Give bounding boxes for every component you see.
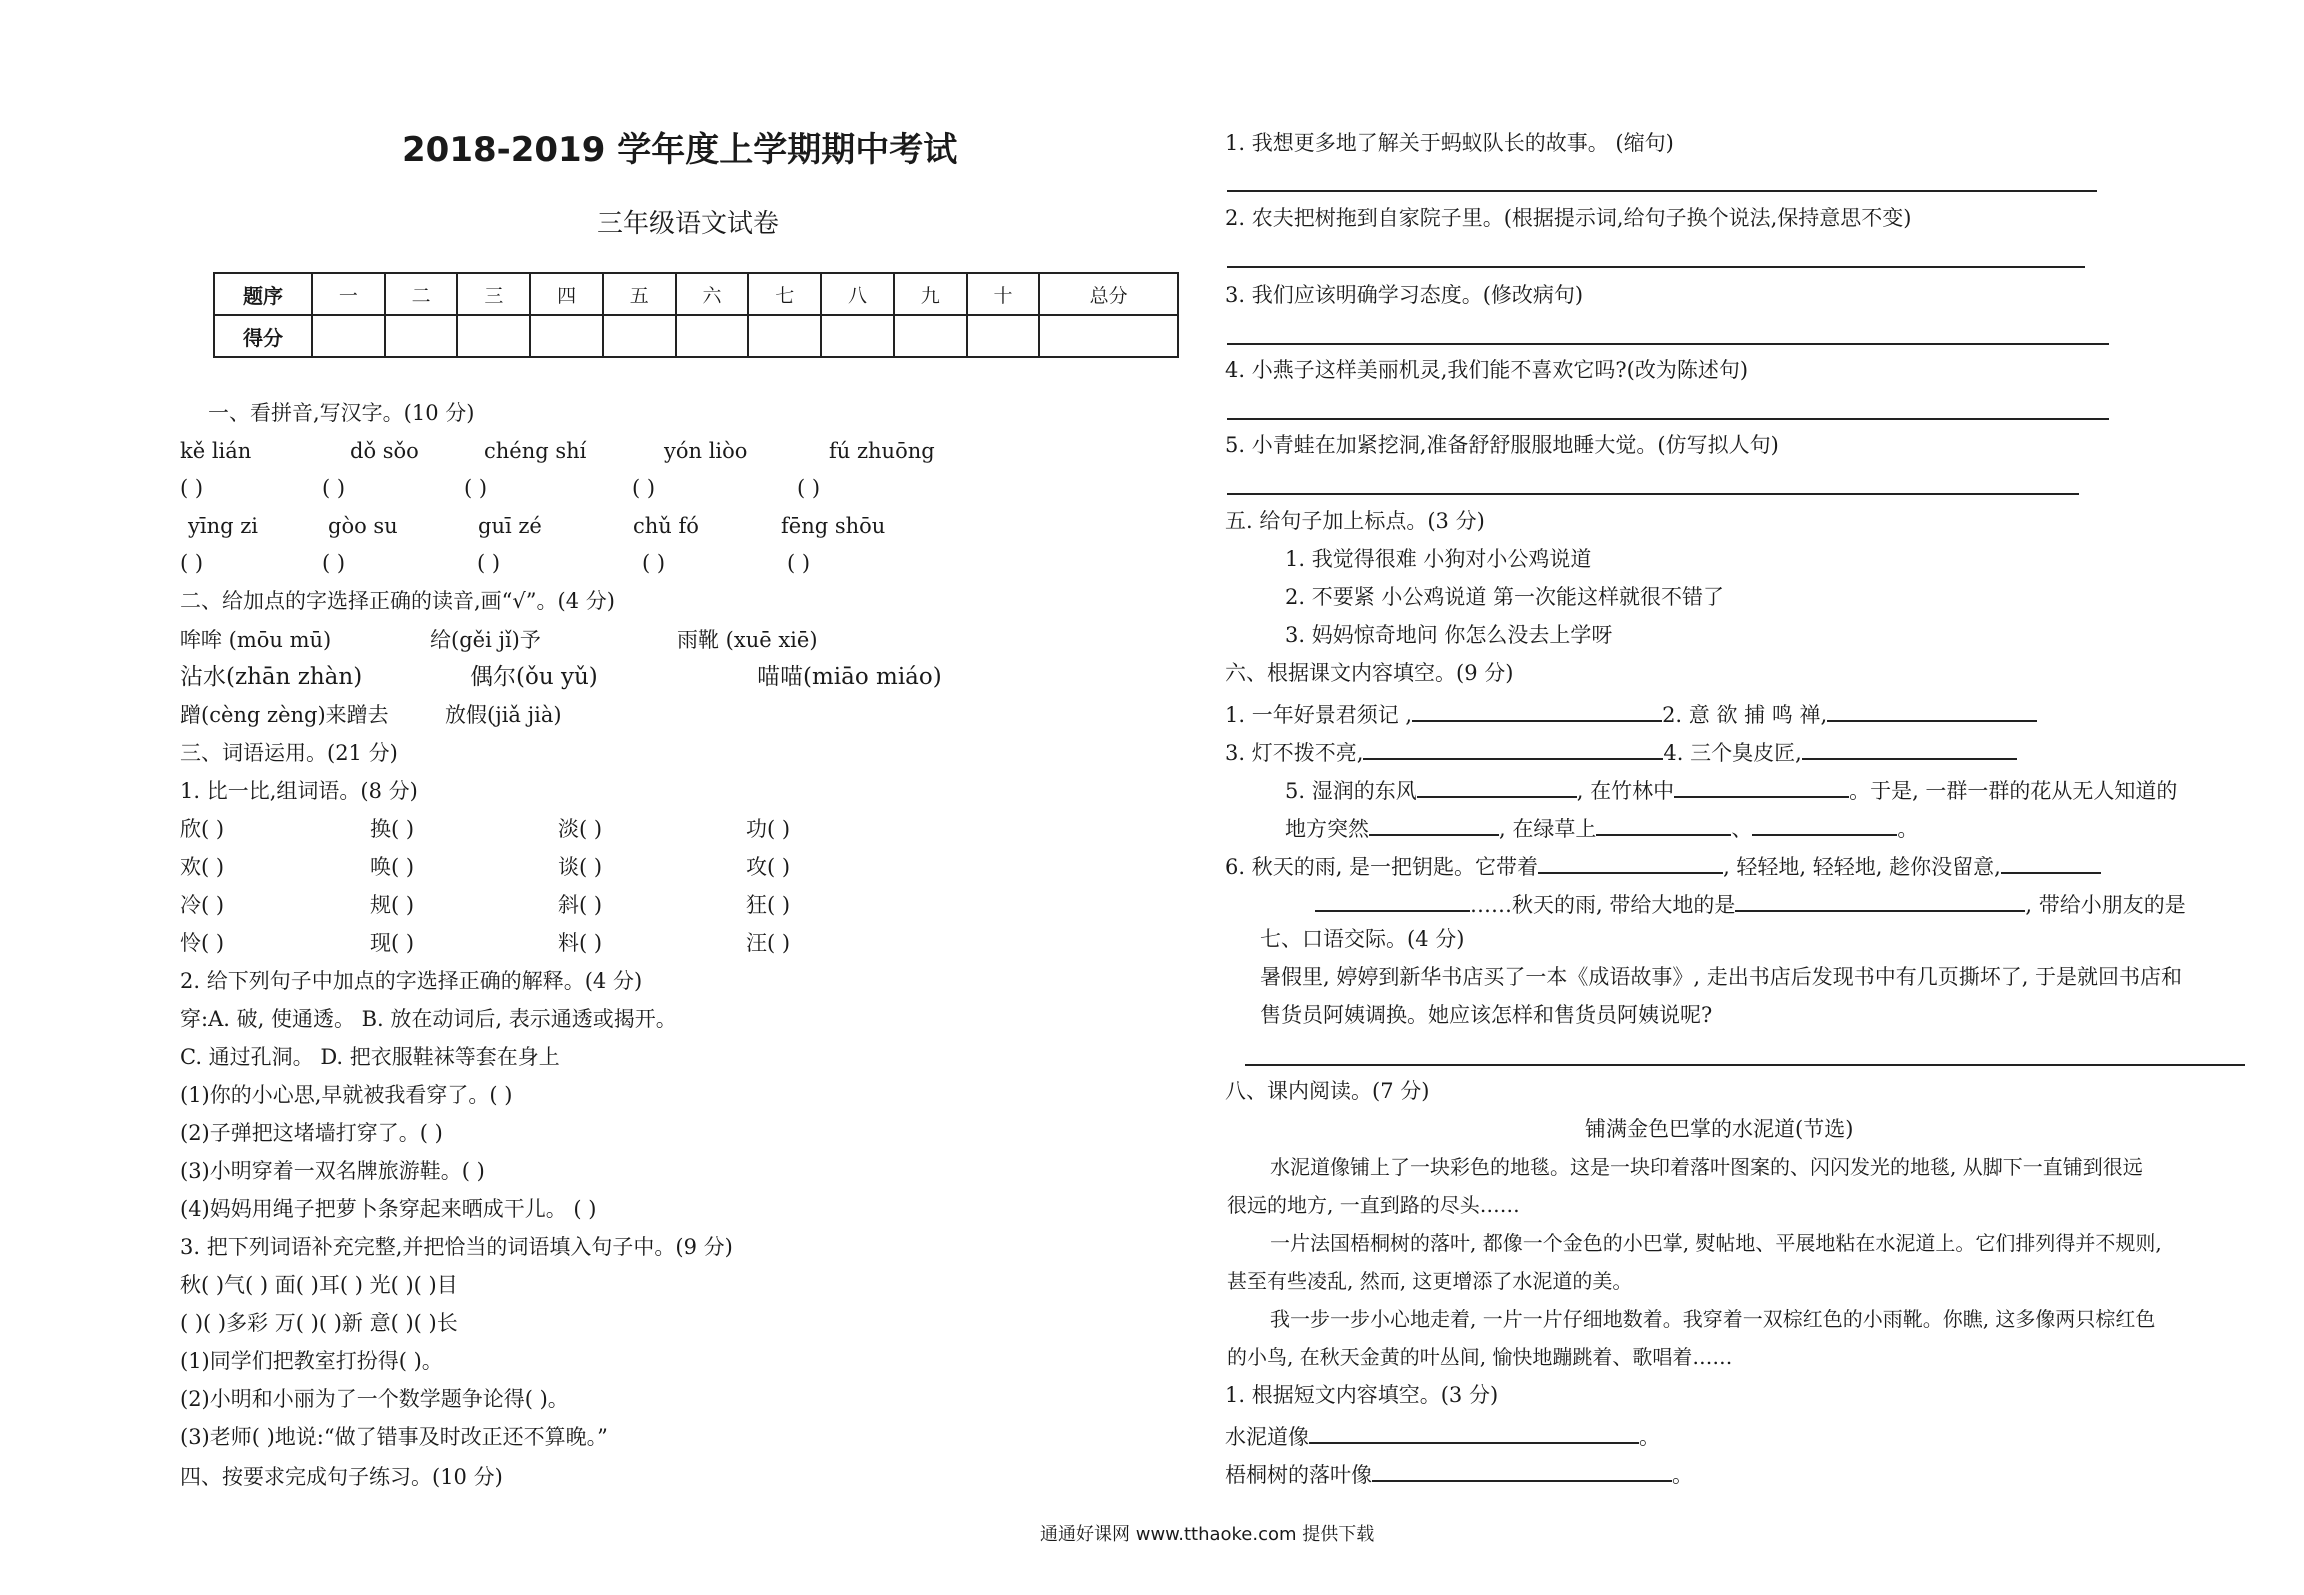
- sentence-task: 4. 小燕子这样美丽机灵,我们能不喜欢它吗?(改为陈述句): [1225, 358, 1749, 382]
- fill-blank[interactable]: [1802, 736, 2017, 760]
- passage-text: 水泥道像铺上了一块彩色的地毯。这是一块印着落叶图案的、闪闪发光的地毯, 从脚下一直铺到很远: [1270, 1155, 2143, 1179]
- score-col: 一: [312, 273, 385, 315]
- score-table: [213, 272, 1179, 358]
- page-subtitle: 三年级语文试卷: [597, 209, 780, 239]
- reading-choice[interactable]: 雨靴 (xuē xiē): [677, 628, 818, 652]
- punctuation-item[interactable]: 1. 我觉得很难 小狗对小公鸡说道: [1285, 547, 1592, 571]
- score-row-label: 得分: [214, 315, 312, 357]
- answer-blank[interactable]: ( ): [787, 551, 811, 575]
- q3-item[interactable]: (1)同学们把教室打扮得( )。: [180, 1349, 443, 1373]
- fill-text: 3. 灯不拨不亮,: [1225, 741, 1364, 765]
- answer-blank[interactable]: ( ): [322, 476, 346, 500]
- word-blank[interactable]: 冷( ): [180, 893, 225, 917]
- pinyin: chǔ fó: [633, 514, 699, 538]
- fill-text: 5. 湿润的东风: [1285, 779, 1417, 803]
- passage-text: 的小鸟, 在秋天金黄的叶丛间, 愉快地蹦跳着、歌唱着……: [1227, 1345, 1733, 1369]
- answer-blank[interactable]: ( ): [642, 551, 666, 575]
- reading-line-2: [180, 664, 942, 690]
- passage-text: 一片法国梧桐树的落叶, 都像一个金色的小巴掌, 熨帖地、平展地粘在水泥道上。它们排列得并不规则,: [1270, 1231, 2162, 1255]
- sentence-task: 2. 农夫把树拖到自家院子里。(根据提示词,给句子换个说法,保持意思不变): [1225, 206, 1912, 230]
- footer-credit: 通通好课网 www.tthaoke.com 提供下载: [1040, 1524, 1375, 1545]
- fill-text: 6. 秋天的雨, 是一把钥匙。它带着: [1225, 855, 1539, 879]
- section-7-text: 暑假里, 婷婷到新华书店买了一本《成语故事》, 走出书店后发现书中有几页撕坏了, 于是就回书店和: [1260, 965, 2183, 989]
- answer-blank[interactable]: ( ): [797, 476, 821, 500]
- word-blank[interactable]: 谈( ): [558, 855, 603, 879]
- score-cell[interactable]: [385, 315, 458, 357]
- reading-line-1: [180, 627, 818, 653]
- score-row-label: 题序: [214, 273, 312, 315]
- score-cell[interactable]: [457, 315, 530, 357]
- q2-item[interactable]: (1)你的小心思,早就被我看穿了。( ): [180, 1083, 513, 1107]
- answer-blank[interactable]: ( ): [180, 551, 204, 575]
- score-cell[interactable]: [967, 315, 1040, 357]
- pinyin: chéng shí: [484, 439, 587, 463]
- word-blank[interactable]: 斜( ): [558, 893, 603, 917]
- section-3-heading: 三、词语运用。(21 分): [180, 741, 398, 765]
- fill-text: , 带给小朋友的是: [2025, 893, 2186, 917]
- reading-choice[interactable]: 偶尔(ǒu yǔ): [470, 664, 598, 690]
- q2-options-1: 穿:A. 破, 使通透。 B. 放在动词后, 表示通透或揭开。: [180, 1007, 677, 1031]
- q2-item[interactable]: (3)小明穿着一双名牌旅游鞋。( ): [180, 1159, 485, 1183]
- fill-blank[interactable]: [2001, 850, 2101, 874]
- answer-line[interactable]: [1227, 493, 2079, 495]
- score-col: 六: [676, 273, 749, 315]
- score-col: 五: [603, 273, 676, 315]
- word-blank[interactable]: 攻( ): [746, 855, 791, 879]
- q2-item[interactable]: (4)妈妈用绳子把萝卜条穿起来晒成干儿。 ( ): [180, 1197, 597, 1221]
- score-cell[interactable]: [894, 315, 967, 357]
- section-1-heading: 一、看拼音,写汉字。(10 分): [208, 401, 475, 425]
- section-7-heading: 七、口语交际。(4 分): [1260, 927, 1465, 951]
- score-cell[interactable]: [603, 315, 676, 357]
- score-col: 七: [748, 273, 821, 315]
- word-blank[interactable]: 汪( ): [746, 931, 791, 955]
- answer-blank[interactable]: ( ): [322, 551, 346, 575]
- fill-line-1: [1225, 698, 2037, 728]
- fill-text: 。: [1639, 1425, 1660, 1449]
- reading-fill-2: [1225, 1458, 1693, 1488]
- reading-choice[interactable]: 放假(jiǎ jià): [445, 703, 562, 727]
- passage-text: 甚至有些凌乱, 然而, 这更增添了水泥道的美。: [1227, 1269, 1633, 1293]
- section-2-heading: 二、给加点的字选择正确的读音,画“√”。(4 分): [180, 589, 615, 613]
- reading-choice[interactable]: 喵喵(miāo miáo): [757, 664, 942, 690]
- fill-blank[interactable]: [1827, 698, 2037, 722]
- fill-text: , 轻轻地, 轻轻地, 趁你没留意,: [1723, 855, 2001, 879]
- score-cell[interactable]: [1039, 315, 1178, 357]
- answer-line[interactable]: [1227, 418, 2109, 420]
- reading-line-3: [180, 702, 562, 728]
- idiom-line-1[interactable]: 秋( )气( ) 面( )耳( ) 光( )( )目: [180, 1273, 458, 1297]
- idiom-line-2[interactable]: ( )( )多彩 万( )( )新 意( )( )长: [180, 1311, 458, 1335]
- answer-line[interactable]: [1227, 266, 2085, 268]
- fill-blank[interactable]: [1674, 774, 1849, 798]
- sentence-task: 1. 我想更多地了解关于蚂蚁队长的故事。 (缩句): [1225, 131, 1674, 155]
- score-col: 二: [385, 273, 458, 315]
- answer-blank[interactable]: ( ): [180, 476, 204, 500]
- blank-row-1[interactable]: [180, 475, 957, 501]
- score-col: 四: [530, 273, 603, 315]
- fill-blank[interactable]: [1315, 888, 1470, 912]
- question-3-3: 3. 把下列词语补充完整,并把恰当的词语填入句子中。(9 分): [180, 1235, 733, 1259]
- score-cell[interactable]: [821, 315, 894, 357]
- score-col: 十: [967, 273, 1040, 315]
- fill-text: 。: [1897, 817, 1919, 841]
- fill-text: , 在绿草上: [1499, 817, 1597, 841]
- reading-choice[interactable]: 哞哞 (mōu mū): [180, 628, 332, 652]
- fill-text: 2. 意 欲 捕 鸣 禅,: [1662, 703, 1828, 727]
- pinyin: dǒ sǒo: [350, 439, 419, 463]
- fill-text: , 在竹林中: [1576, 779, 1675, 803]
- section-7-text: 售货员阿姨调换。她应该怎样和售货员阿姨说呢?: [1260, 1003, 1713, 1027]
- q2-options-2: C. 通过孔洞。 D. 把衣服鞋袜等套在身上: [180, 1045, 560, 1069]
- fill-text: 4. 三个臭皮匠,: [1663, 741, 1802, 765]
- pinyin: gòo su: [328, 514, 398, 538]
- word-blank[interactable]: 规( ): [370, 893, 415, 917]
- answer-blank[interactable]: ( ): [477, 551, 501, 575]
- reading-fill-1: [1225, 1420, 1660, 1450]
- question-3-1: 1. 比一比,组词语。(8 分): [180, 779, 418, 803]
- q3-item[interactable]: (2)小明和小丽为了一个数学题争论得( )。: [180, 1387, 569, 1411]
- score-col: 三: [457, 273, 530, 315]
- word-row: [180, 816, 790, 842]
- fill-text: 。于是, 一群一群的花从无人知道的: [1849, 779, 2178, 803]
- section-4-heading: 四、按要求完成句子练习。(10 分): [180, 1465, 503, 1489]
- score-cell[interactable]: [748, 315, 821, 357]
- word-row: [180, 930, 790, 956]
- answer-blank[interactable]: ( ): [632, 476, 656, 500]
- score-cell[interactable]: [530, 315, 603, 357]
- fill-blank[interactable]: [1596, 812, 1731, 836]
- fill-line-5: [1225, 850, 2101, 880]
- punctuation-item[interactable]: 2. 不要紧 小公鸡说道 第一次能这样就很不错了: [1285, 585, 1725, 609]
- fill-line-3: [1285, 774, 2177, 804]
- score-table-row-score: [214, 315, 1178, 357]
- answer-line[interactable]: [1227, 190, 2097, 192]
- reading-choice[interactable]: 沾水(zhān zhàn): [180, 664, 363, 690]
- sentence-task: 3. 我们应该明确学习态度。(修改病句): [1225, 283, 1584, 307]
- fill-line-2: [1225, 736, 2017, 766]
- fill-line-4: [1285, 812, 1918, 842]
- fill-text: 水泥道像: [1225, 1425, 1309, 1449]
- word-blank[interactable]: 淡( ): [558, 817, 603, 841]
- word-blank[interactable]: 现( ): [370, 931, 415, 955]
- word-blank[interactable]: 欢( ): [180, 855, 225, 879]
- word-blank[interactable]: 唤( ): [370, 855, 415, 879]
- reading-choice[interactable]: 给(gěi jǐ)予: [430, 628, 541, 652]
- pinyin-row-2: [188, 513, 941, 539]
- fill-blank[interactable]: [1417, 774, 1577, 798]
- answer-blank[interactable]: ( ): [464, 476, 488, 500]
- answer-line[interactable]: [1227, 343, 2109, 345]
- word-blank[interactable]: 狂( ): [746, 893, 791, 917]
- passage-text: 很远的地方, 一直到路的尽头……: [1227, 1193, 1520, 1217]
- fill-text: 梧桐树的落叶像: [1225, 1463, 1372, 1487]
- page-title: 2018-2019 学年度上学期期中考试: [402, 130, 958, 170]
- answer-line[interactable]: [1245, 1064, 2245, 1066]
- passage-title: 铺满金色巴掌的水泥道(节选): [1585, 1117, 1854, 1141]
- word-blank[interactable]: 功( ): [746, 817, 791, 841]
- fill-blank[interactable]: [1752, 812, 1897, 836]
- score-cell[interactable]: [312, 315, 385, 357]
- fill-blank[interactable]: [1735, 888, 2025, 912]
- q3-item[interactable]: (3)老师( )地说:“做了错事及时改正还不算晚。”: [180, 1425, 608, 1449]
- punctuation-item[interactable]: 3. 妈妈惊奇地问 你怎么没去上学呀: [1285, 623, 1613, 647]
- pinyin: fēng shōu: [781, 514, 886, 538]
- word-blank[interactable]: 怜( ): [180, 931, 225, 955]
- pinyin: yón liòo: [664, 439, 748, 463]
- fill-text: 。: [1672, 1463, 1693, 1487]
- blank-row-2[interactable]: [180, 550, 947, 576]
- fill-blank[interactable]: [1363, 736, 1663, 760]
- word-row: [180, 854, 790, 880]
- section-8-heading: 八、课内阅读。(7 分): [1225, 1079, 1430, 1103]
- score-col: 八: [821, 273, 894, 315]
- section-6-heading: 六、根据课文内容填空。(9 分): [1225, 661, 1514, 685]
- pinyin: fú zhuōng: [829, 439, 935, 463]
- fill-text: 1. 一年好景君须记 ,: [1225, 703, 1413, 727]
- word-row: [180, 892, 790, 918]
- word-blank[interactable]: 欣( ): [180, 817, 225, 841]
- passage-text: 我一步一步小心地走着, 一片一片仔细地数着。我穿着一双棕红色的小雨靴。你瞧, 这多像两只棕红色: [1270, 1307, 2156, 1331]
- sentence-task: 5. 小青蛙在加紧挖洞,准备舒舒服服地睡大觉。(仿写拟人句): [1225, 433, 1779, 457]
- q2-item[interactable]: (2)子弹把这堵墙打穿了。( ): [180, 1121, 443, 1145]
- fill-blank[interactable]: [1538, 850, 1723, 874]
- fill-blank[interactable]: [1372, 1458, 1672, 1482]
- score-cell[interactable]: [676, 315, 749, 357]
- section-5-heading: 五. 给句子加上标点。(3 分): [1225, 509, 1485, 533]
- pinyin: yīng zi: [188, 514, 259, 538]
- score-col: 总分: [1039, 273, 1178, 315]
- fill-line-6: [1315, 888, 2186, 918]
- fill-blank[interactable]: [1309, 1420, 1639, 1444]
- fill-blank[interactable]: [1369, 812, 1499, 836]
- word-blank[interactable]: 料( ): [558, 931, 603, 955]
- pinyin-row-1: [180, 438, 989, 464]
- fill-text: 地方突然: [1285, 817, 1369, 841]
- fill-text: ……秋天的雨, 带给大地的是: [1470, 893, 1736, 917]
- score-table-row-order: [214, 273, 1178, 315]
- fill-blank[interactable]: [1412, 698, 1662, 722]
- reading-choice[interactable]: 蹭(cèng zèng)来蹭去: [180, 703, 389, 727]
- pinyin: guī zé: [478, 514, 542, 538]
- reading-question-1: 1. 根据短文内容填空。(3 分): [1225, 1383, 1499, 1407]
- pinyin: kě lián: [180, 439, 252, 463]
- word-blank[interactable]: 换( ): [370, 817, 415, 841]
- score-col: 九: [894, 273, 967, 315]
- fill-text: 、: [1731, 817, 1753, 841]
- question-3-2: 2. 给下列句子中加点的字选择正确的解释。(4 分): [180, 969, 643, 993]
